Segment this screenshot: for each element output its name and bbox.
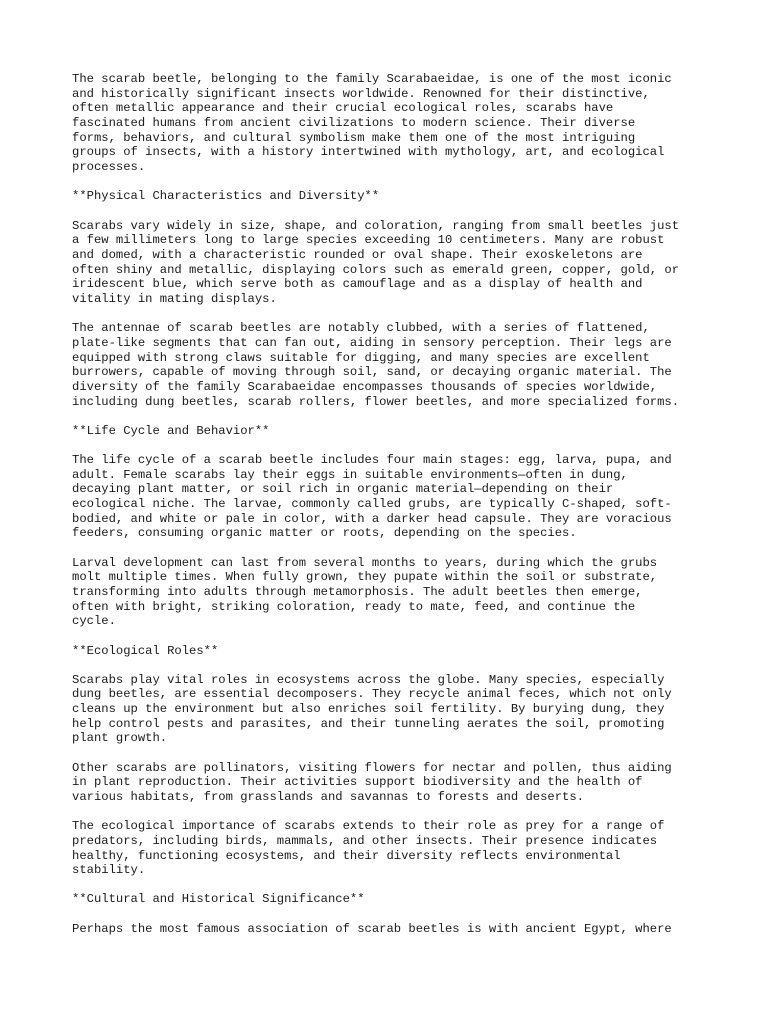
text-line: fascinated humans from ancient civilizations to modern science. Their diverse — [72, 116, 636, 131]
text-line: plate-like segments that can fan out, aiding in sensory perception. Their legs are — [72, 335, 672, 350]
text-line: often with bright, striking coloration, ready to mate, feed, and continue the — [72, 599, 636, 614]
text-line: groups of insects, with a history intertwined with mythology, art, and ecological — [72, 145, 665, 160]
section-heading — [72, 189, 712, 204]
paragraph — [72, 219, 712, 307]
paragraph — [72, 819, 712, 878]
text-line: healthy, functioning ecosystems, and their diversity reflects environmental — [72, 848, 621, 863]
text-line: vitality in mating displays. — [72, 291, 277, 306]
text-line: diversity of the family Scarabaeidae encompasses thousands of species worldwide, — [72, 379, 658, 394]
text-line: and historically significant insects worldwide. Renowned for their distinctive, — [72, 86, 650, 101]
text-line: help control pests and parasites, and their tunneling aerates the soil, promoting — [72, 716, 665, 731]
text-line: The antennae of scarab beetles are notably clubbed, with a series of flattened, — [72, 321, 650, 336]
text-line: cycle. — [72, 614, 116, 629]
section-heading — [72, 644, 712, 659]
text-line: adult. Female scarabs lay their eggs in suitable environments—often in dung, — [72, 467, 628, 482]
text-line: The life cycle of a scarab beetle includes four main stages: egg, larva, pupa, and — [72, 452, 672, 467]
paragraph — [72, 922, 712, 937]
paragraph — [72, 321, 712, 409]
text-line: often metallic appearance and their crucial ecological roles, scarabs have — [72, 101, 614, 116]
text-line: Scarabs vary widely in size, shape, and coloration, ranging from small beetles just — [72, 218, 680, 233]
text-line: in plant reproduction. Their activities support biodiversity and the health of — [72, 775, 643, 790]
section-heading — [72, 424, 712, 439]
text-line: The scarab beetle, belonging to the family Scarabaeidae, is one of the most iconic — [72, 72, 672, 86]
section-heading — [72, 892, 712, 907]
text-line: including dung beetles, scarab rollers, flower beetles, and more specialized forms. — [72, 394, 680, 409]
paragraph — [72, 72, 712, 175]
text-line: Other scarabs are pollinators, visiting flowers for nectar and pollen, thus aiding — [72, 760, 672, 775]
text-line: bodied, and white or pale in color, with a darker head capsule. They are voracious — [72, 511, 672, 526]
paragraph — [72, 673, 712, 746]
text-line: iridescent blue, which serve both as camouflage and as a display of health and — [72, 277, 643, 292]
text-line: Perhaps the most famous association of scarab beetles is with ancient Egypt, where — [72, 921, 672, 936]
paragraph — [72, 761, 712, 805]
text-line: a few millimeters long to large species exceeding 10 centimeters. Many are robust — [72, 233, 665, 248]
document-page — [72, 72, 712, 951]
text-line: predators, including birds, mammals, and other insects. Their presence indicates — [72, 833, 658, 848]
text-line: burrowers, capable of moving through soil, sand, or decaying organic material. The — [72, 365, 672, 380]
text-line: decaying plant matter, or soil rich in organic material—depending on their — [72, 482, 614, 497]
text-line: forms, behaviors, and cultural symbolism make them one of the most intriguing — [72, 130, 636, 145]
text-line: stability. — [72, 863, 146, 878]
heading-text: **Ecological Roles** — [72, 643, 219, 658]
paragraph — [72, 556, 712, 629]
heading-text: **Cultural and Historical Significance** — [72, 892, 365, 907]
text-line: transforming into adults through metamorphosis. The adult beetles then emerge, — [72, 584, 643, 599]
text-line: processes. — [72, 160, 146, 175]
text-line: cleans up the environment but also enriches soil fertility. By burying dung, they — [72, 702, 665, 717]
text-line: ecological niche. The larvae, commonly called grubs, are typically C-shaped, soft- — [72, 497, 672, 511]
heading-text: **Physical Characteristics and Diversity** — [72, 189, 380, 204]
text-line: equipped with strong claws suitable for digging, and many species are excellent — [72, 350, 650, 365]
text-line: plant growth. — [72, 731, 168, 746]
heading-text: **Life Cycle and Behavior** — [72, 423, 270, 438]
text-line: The ecological importance of scarabs extends to their role as prey for a range of — [72, 819, 665, 834]
text-line: various habitats, from grasslands and savannas to forests and deserts. — [72, 790, 584, 804]
text-line: Scarabs play vital roles in ecosystems across the globe. Many species, especially — [72, 672, 665, 687]
paragraph — [72, 453, 712, 541]
text-line: molt multiple times. When fully grown, they pupate within the soil or substrate, — [72, 570, 658, 585]
text-line: often shiny and metallic, displaying colors such as emerald green, copper, gold, or — [72, 262, 680, 277]
text-line: dung beetles, are essential decomposers. They recycle animal feces, which not only — [72, 687, 672, 702]
text-line: and domed, with a characteristic rounded or oval shape. Their exoskeletons are — [72, 247, 643, 262]
text-line: feeders, consuming organic matter or roots, depending on the species. — [72, 526, 577, 541]
text-line: Larval development can last from several months to years, during which the grubs — [72, 555, 658, 570]
